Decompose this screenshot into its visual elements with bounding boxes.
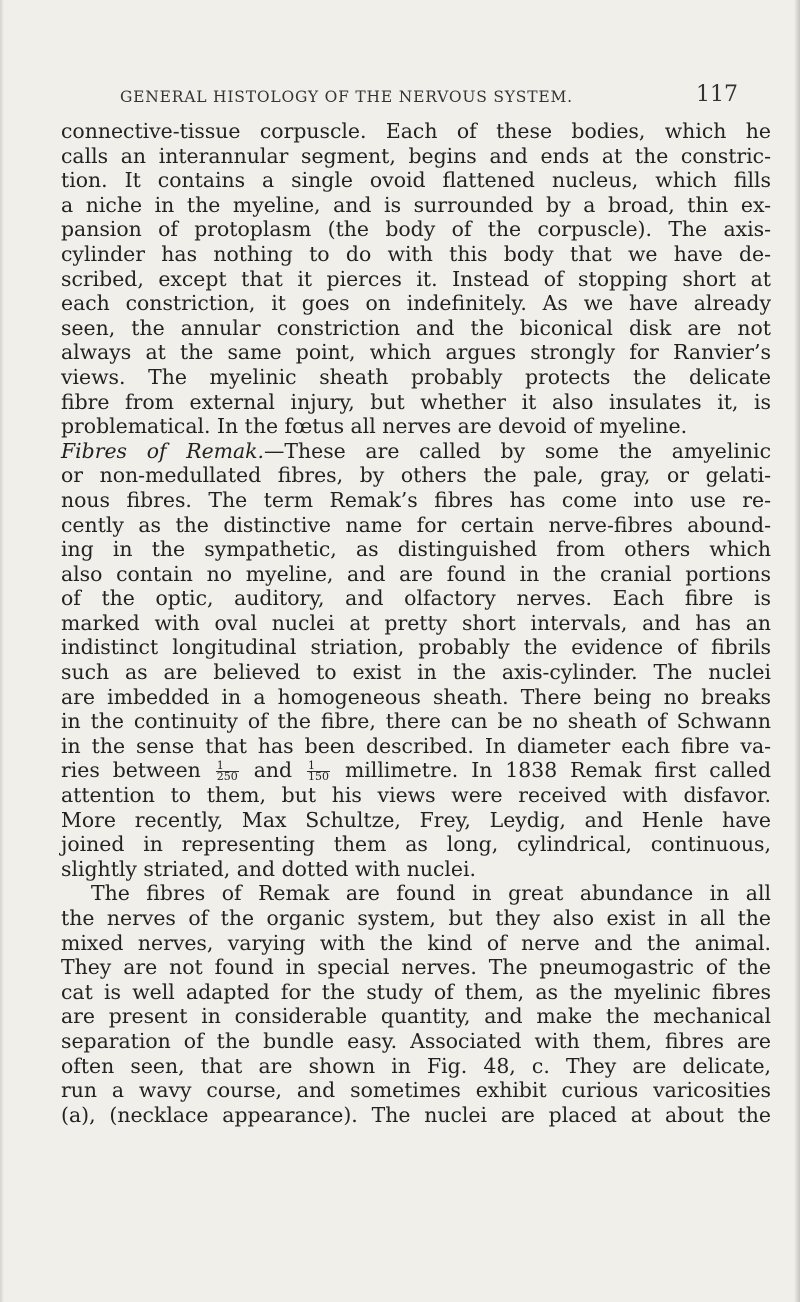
fraction-line-after: millimetre. In 1838 Remak first called <box>344 758 772 783</box>
text-line: problematical. In the fœtus all nerves are devoid of myeline. <box>61 414 688 439</box>
paragraph-remak-distribution <box>61 881 771 1127</box>
text-line: nous fibres. The term Remak’s fibres has come into use re- <box>61 487 771 512</box>
fraction-1-denominator: 250 <box>216 770 238 784</box>
text-line: a niche in the myeline, and is surrounded by a broad, thin ex- <box>61 192 771 217</box>
text-line: pansion of protoplasm (the body of the corpuscle). The axis- <box>61 217 771 242</box>
text-line: tion. It contains a single ovoid flattened nucleus, which fills <box>61 168 771 193</box>
fraction-2-denominator: 150 <box>307 770 329 784</box>
fraction-1-numerator: 1 <box>216 761 239 772</box>
paragraph-remak-history <box>61 783 771 881</box>
text-line: ing in the sympathetic, as distinguished from others which <box>61 537 771 562</box>
text-line: views. The myelinic sheath probably protects the delicate <box>61 364 771 389</box>
page-left-edge <box>0 0 4 1302</box>
text-line: marked with oval nuclei at pretty short intervals, and has an <box>61 610 771 635</box>
text-line: connective-tissue corpuscle. Each of these bodies, which he <box>61 119 771 143</box>
text-line: indistinct longitudinal striation, probably the evidence of fibrils <box>61 635 771 660</box>
text-line: such as are believed to exist in the axis-cylinder. The nuclei <box>61 660 771 685</box>
text-line: separation of the bundle easy. Associated with them, fibres are <box>61 1028 771 1053</box>
text-line: They are not found in special nerves. The pneumogastric of the <box>61 955 771 980</box>
text-line: are imbedded in a homogeneous sheath. There being no breaks <box>61 684 771 709</box>
text-line: also contain no myeline, and are found in the cranial portions <box>61 561 771 586</box>
text-line: run a wavy course, and sometimes exhibit curious varicosities <box>61 1078 771 1103</box>
text-line: in the sense that has been described. In diameter each fibre va- <box>61 733 771 758</box>
remak-heading-line <box>61 439 771 464</box>
remak-heading-rest: —These are called by some the amyelinic <box>264 438 771 463</box>
text-line: scribed, except that it pierces it. Instead of stopping short at <box>61 266 771 291</box>
fraction-line <box>61 758 771 783</box>
paragraph-remak-fibres <box>61 463 771 758</box>
text-line: often seen, that are shown in Fig. 48, c. They are delicate, <box>61 1053 771 1078</box>
text-line: attention to them, but his views were received with disfavor. <box>61 783 771 808</box>
body-text <box>61 119 771 1127</box>
text-line: of the optic, auditory, and olfactory nerves. Each fibre is <box>61 586 771 611</box>
fraction-1-250 <box>216 761 239 782</box>
text-line: slightly striated, and dotted with nuclei. <box>61 856 476 881</box>
fraction-1-150 <box>307 761 330 782</box>
text-line: joined in representing them as long, cylindrical, continuous, <box>61 832 771 857</box>
text-line: seen, the annular constriction and the biconical disk are not <box>61 315 771 340</box>
page-number: 117 <box>696 82 738 107</box>
text-line: cylinder has nothing to do with this body that we have de- <box>61 241 771 266</box>
text-line: mixed nerves, varying with the kind of nerve and the animal. <box>61 930 771 955</box>
page-right-edge <box>794 0 800 1302</box>
paragraph-myelinic-sheath <box>61 119 771 439</box>
fraction-line-before: ries between <box>61 758 201 783</box>
text-line: each constriction, it goes on indefinitely. As we have already <box>61 291 771 316</box>
text-line: (a), (necklace appearance). The nuclei are placed at about the <box>61 1102 771 1127</box>
text-line: always at the same point, which argues strongly for Ranvier’s <box>61 340 771 365</box>
text-line: calls an interannular segment, begins and ends at the constric- <box>61 143 771 168</box>
text-line: cat is well adapted for the study of them, as the myelinic fibres <box>61 979 771 1004</box>
fraction-line-middle: and <box>253 758 293 783</box>
text-line: are present in considerable quantity, and make the mechanical <box>61 1004 771 1029</box>
text-line: the nerves of the organic system, but they also exist in all the <box>61 906 771 930</box>
text-line: in the continuity of the fibre, there can be no sheath of Schwann <box>61 709 771 734</box>
remak-heading: Fibres of Remak. <box>61 438 264 463</box>
text-line: fibre from external injury, but whether it also insulates it, is <box>61 389 771 414</box>
fraction-2-numerator: 1 <box>307 761 330 772</box>
text-line: cently as the distinctive name for certain nerve-fibres abound- <box>61 512 771 537</box>
text-line: The fibres of Remak are found in great abundance in all <box>91 881 771 906</box>
text-line: More recently, Max Schultze, Frey, Leydig, and Henle have <box>61 807 771 832</box>
text-line: or non-medullated fibres, by others the pale, gray, or gelati- <box>61 463 771 488</box>
running-head: GENERAL HISTOLOGY OF THE NERVOUS SYSTEM. <box>120 88 573 106</box>
